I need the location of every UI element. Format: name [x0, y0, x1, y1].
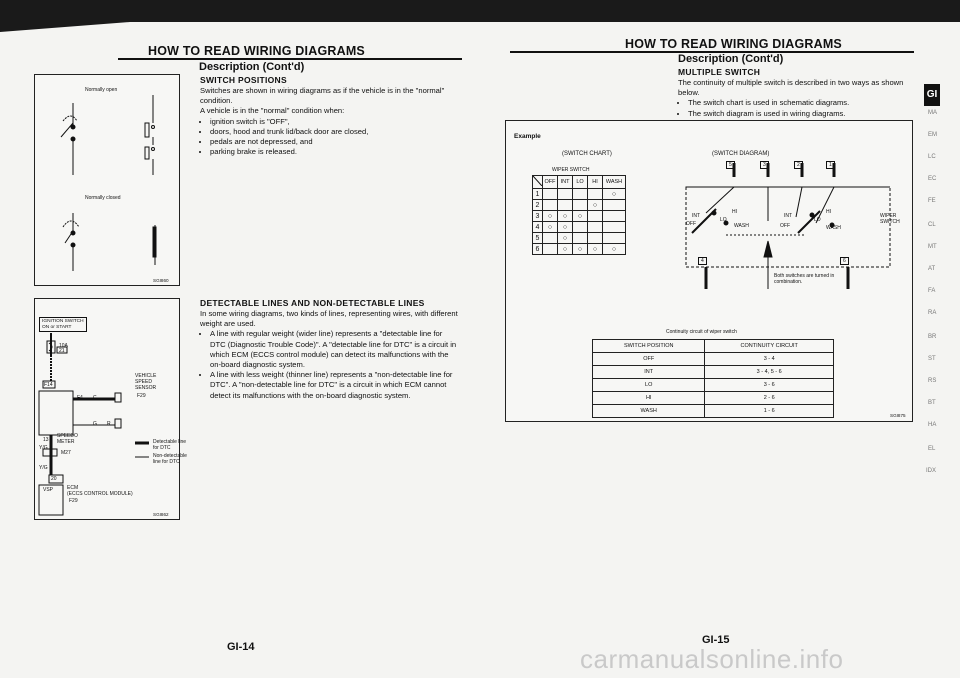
wire-yg-1: Y/G [39, 445, 48, 451]
index-code[interactable]: FA [928, 288, 936, 294]
switch-diagram-title: (SWITCH DIAGRAM) [712, 151, 770, 157]
table-row [593, 392, 834, 405]
continuity-cell: 3 - 6 [705, 379, 834, 392]
left-page-number: GI-14 [227, 641, 255, 653]
left-title-rule [118, 58, 462, 60]
index-code[interactable]: LC [928, 154, 936, 160]
hi-label-left: HI [732, 209, 737, 215]
table-row [593, 366, 834, 379]
switch-symbols-svg [35, 75, 181, 287]
chart-row-header: 6 [533, 244, 543, 255]
right-page-number: GI-15 [702, 634, 730, 646]
index-code[interactable]: MA [928, 110, 937, 116]
chart-col-header: WASH [603, 176, 626, 189]
example-figure [505, 120, 913, 422]
detectable-heading: DETECTABLE LINES AND NON-DETECTABLE LINES [200, 298, 425, 308]
index-code[interactable]: BT [928, 400, 936, 406]
switch-positions-condition: A vehicle is in the "normal" condition when: [200, 106, 345, 116]
int-label-right: INT [784, 213, 793, 219]
table-row [593, 353, 834, 366]
switch-state-figure [34, 74, 180, 286]
diagram-terminal: 6 [840, 257, 849, 265]
normally-closed-label: Normally closed [85, 195, 121, 201]
ecm-label: ECM (ECCS CONTROL MODULE) [67, 485, 133, 497]
int-label-left: INT [692, 213, 701, 219]
detectable-lines-figure [34, 298, 187, 520]
index-code[interactable]: RS [928, 378, 937, 384]
watermark: carmanualsonline.info [580, 644, 844, 674]
switch-positions-intro: Switches are shown in wiring diagrams as if the vehicle is in the "normal" condition. [200, 86, 445, 106]
legend-detectable: Detectable line for DTC [153, 439, 187, 451]
condition-item: • parking brake is released. [210, 147, 458, 157]
switch-chart-title: (SWITCH CHART) [562, 151, 612, 157]
vsp-label: VSP [43, 487, 54, 493]
off-label-right: OFF [780, 223, 790, 229]
table-row [593, 379, 834, 392]
wire-yg-2: Y/G [39, 465, 48, 471]
wash-label-right: WASH [826, 225, 841, 231]
multiple-switch-intro: The continuity of multiple switch is described in two ways as shown below. [678, 78, 904, 98]
detectable-text [200, 309, 458, 401]
top-banner [0, 0, 960, 22]
multiple-switch-text [678, 78, 912, 119]
left-subtitle: Description (Cont'd) [199, 61, 305, 73]
chart-col-header: HI [588, 176, 603, 189]
continuity-cell: 1 - 6 [705, 405, 834, 418]
wire-color-r: R [107, 421, 111, 427]
chart-row-header: 3 [533, 211, 543, 222]
hi-label-right: HI [826, 209, 831, 215]
wiper-switch-chart-label: WIPER SWITCH [552, 167, 590, 173]
switch-positions-heading: SWITCH POSITIONS [200, 75, 287, 85]
detectable-item: • A line with less weight (thinner line) represents a "non-detectable line for DTC". A "non-detectable line for DTC" is a circuit in which ECM cannot detect its malfunctions with the on-board diagnostic system. [210, 370, 458, 401]
chart-row-header: 1 [533, 189, 543, 200]
right-subtitle: Description (Cont'd) [678, 53, 784, 65]
continuity-cell: 3 - 4, 5 - 6 [705, 366, 834, 379]
switch-position-cell: OFF [593, 353, 705, 366]
connector-mid: F4 [77, 395, 83, 401]
multiple-switch-item: • The switch chart is used in schematic diagrams. [688, 98, 912, 108]
figure-code: SGI875 [890, 413, 906, 418]
wire-color-c: C [93, 395, 97, 401]
lo-label-right: LO [814, 217, 821, 223]
fuse-number: 21 [59, 348, 65, 354]
continuity-header: CONTINUITY CIRCUIT [705, 340, 834, 353]
condition-item: • pedals are not depressed, and [210, 137, 458, 147]
wiper-switch-label: WIPER SWITCH [880, 213, 900, 225]
continuity-table [592, 339, 834, 418]
lo-label-left: LO [720, 217, 727, 223]
wash-label-left: WASH [734, 223, 749, 229]
switch-position-cell: WASH [593, 405, 705, 418]
index-code[interactable]: EC [928, 176, 937, 182]
ecm-pin: 20 [51, 476, 57, 482]
chart-col-header: LO [573, 176, 588, 189]
continuity-table-caption: Continuity circuit of wiper switch [666, 329, 737, 335]
switch-position-cell: LO [593, 379, 705, 392]
figure-code: SGI862 [153, 512, 169, 517]
vss-connector: F29 [137, 393, 146, 399]
diagram-terminal: 5 [726, 161, 735, 169]
left-section-title: HOW TO READ WIRING DIAGRAMS [148, 44, 365, 58]
diagram-terminal: 2 [794, 161, 803, 169]
switch-positions-text [200, 86, 458, 157]
diagram-terminal: 4 [698, 257, 707, 265]
chart-row-header: 2 [533, 200, 543, 211]
fuse-rating: 10A [59, 343, 68, 349]
switch-chart: OFF INT LO HI WASH 1 ○ 2 ○ 3 ○ ○ ○ 4 ○ ○ 5 ○ 6 ○ ○ ○ ○ [532, 175, 626, 255]
index-code[interactable]: EM [928, 132, 937, 138]
wire-color-g: G [93, 421, 97, 427]
continuity-cell: 3 - 4 [705, 353, 834, 366]
example-label: Example [514, 133, 541, 140]
index-code[interactable]: BR [928, 334, 937, 340]
off-label-left: OFF [686, 221, 696, 227]
index-code[interactable]: FE [928, 198, 936, 204]
diagram-terminal: 1 [826, 161, 835, 169]
speedometer-label: SPEEDO METER [57, 433, 78, 445]
table-row [593, 405, 834, 418]
ignition-switch-box: IGNITION SWITCH ON or START [39, 317, 87, 332]
banner-notch [0, 22, 130, 32]
continuity-cell: 2 - 6 [705, 392, 834, 405]
detectable-item: • A line with regular weight (wider line) represents a "detectable line for DTC (Diagnostic Trouble Code)". A "detectable line for DTC" is a circuit in which ECM (ECCS control module) can detect its malfunctions with the on-board diagnostic system. [210, 329, 458, 370]
index-code[interactable]: IDX [926, 468, 937, 474]
switch-position-cell: INT [593, 366, 705, 379]
index-code[interactable]: AT [928, 266, 936, 272]
combination-note: Both switches are turned in combination. [774, 273, 835, 285]
vehicle-speed-sensor-label: VEHICLE SPEED SENSOR [135, 373, 157, 391]
index-code[interactable]: MT [928, 244, 937, 250]
ecm-connector: F29 [69, 498, 78, 504]
multiple-switch-item: • The switch diagram is used in wiring diagrams. [688, 109, 912, 119]
condition-item: • doors, hood and trunk lid/back door are closed, [210, 127, 458, 137]
figure-code: SGI860 [153, 278, 169, 283]
multiple-switch-heading: MULTIPLE SWITCH [678, 67, 761, 77]
chart-col-header: INT [558, 176, 573, 189]
diagram-terminal: 3 [760, 161, 769, 169]
speedo-pin: 13 [43, 437, 49, 443]
index-code[interactable]: RA [928, 310, 937, 316]
index-code[interactable]: HA [928, 422, 937, 428]
legend-nondetectable: Non-detectable line for DTC [153, 453, 187, 465]
continuity-header: SWITCH POSITION [593, 340, 705, 353]
detectable-intro: In some wiring diagrams, two kinds of lines, representing wires, with different weight are used. [200, 309, 458, 329]
index-code[interactable]: CL [928, 222, 936, 228]
condition-item: • ignition switch is "OFF", [210, 117, 458, 127]
chart-row-header: 4 [533, 222, 543, 233]
index-code[interactable]: ST [928, 356, 936, 362]
chart-corner [533, 176, 543, 189]
normally-open-label: Normally open [85, 87, 118, 93]
switch-position-cell: HI [593, 392, 705, 405]
right-section-title: HOW TO READ WIRING DIAGRAMS [625, 37, 842, 51]
gi-index-tab[interactable]: GI [924, 84, 940, 106]
chart-row-header: 5 [533, 233, 543, 244]
index-code[interactable]: EL [928, 446, 936, 452]
speedo-connector: M27 [61, 450, 71, 456]
chart-col-header: OFF [543, 176, 558, 189]
connector-top: F14 [44, 382, 53, 388]
